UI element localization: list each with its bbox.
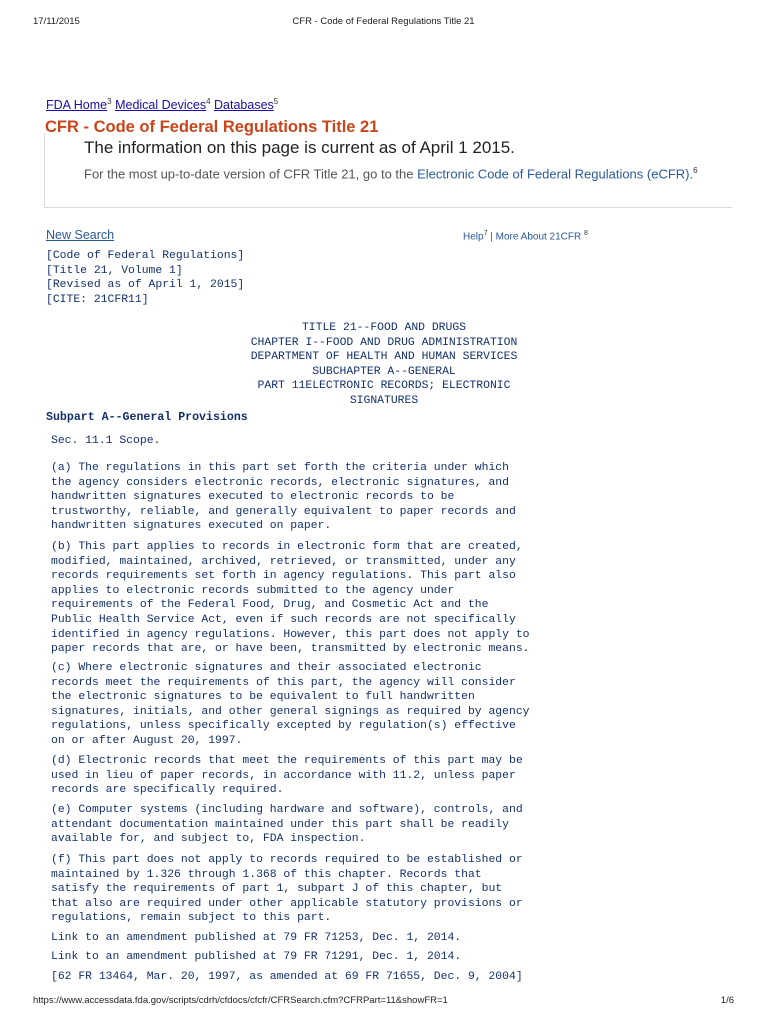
paragraph-a: (a) The regulations in this part set forth the criteria under which the agency considers electronic records, electronic signatures, and handwritten signatures executed to electronic records to be trustworthy, reliable, and generally equivalent to paper records and handwritten signatures executed on paper. [51, 462, 516, 533]
paragraph-d: (d) Electronic records that meet the requirements of this part may be used in lieu of paper records, in accordance with 11.2, unless paper records are specifically required. [51, 755, 523, 797]
breadcrumb-fda-home-link[interactable]: FDA Home [46, 98, 108, 113]
help-ref: 7 [483, 230, 488, 237]
currency-notice-heading: The information on this page is current as of April 1 2015. [84, 138, 515, 157]
chapter-line: CHAPTER I--FOOD AND DRUG ADMINISTRATION [250, 336, 518, 349]
part-line-continued: SIGNATURES [349, 394, 419, 407]
new-search-link[interactable]: New Search [46, 228, 115, 242]
breadcrumb-ref-5: 5 [273, 97, 279, 106]
print-footer [33, 995, 734, 1009]
citation-line: [CITE: 21CFR11] [46, 293, 149, 306]
citation-line: [Title 21, Volume 1] [46, 264, 183, 277]
subchapter-line: SUBCHAPTER A--GENERAL [312, 365, 456, 378]
amendment-link[interactable]: Link to an amendment published at 79 FR 71253, Dec. 1, 2014. [51, 932, 462, 944]
paragraph-e: (e) Computer systems (including hardware and software), controls, and attendant documentation maintained under this part shall be readily available for, and subject to, FDA inspection. [51, 804, 523, 846]
page-number: 1/6 [720, 995, 734, 1006]
breadcrumb-ref-4: 4 [206, 97, 211, 106]
section-heading: Sec. 11.1 Scope. [51, 435, 161, 447]
more-about-ref: 8 [584, 230, 588, 237]
page-title: CFR - Code of Federal Regulations Title 21 [45, 118, 379, 136]
help-separator: | [487, 231, 496, 243]
print-header [33, 16, 734, 30]
help-links [463, 230, 588, 242]
ecfr-ref: 6 [693, 166, 698, 175]
part-line: PART 11ELECTRONIC RECORDS; ELECTRONIC [257, 380, 511, 393]
breadcrumb [46, 97, 278, 112]
source-citation: [62 FR 13464, Mar. 20, 1997, as amended at 69 FR 71655, Dec. 9, 2004] [51, 971, 523, 983]
paragraph-c: (c) Where electronic signatures and their associated electronic records meet the requirements of this part, the agency will consider the electronic signatures to be equivalent to full handwritten signatures, initials, and other general signings as required by agency regulations, unless specifically excepted by regulation(s) effective on or after August 20, 1997. [51, 662, 530, 747]
currency-notice-text [84, 161, 724, 184]
citation-line: [Revised as of April 1, 2015] [46, 279, 245, 292]
print-url: https://www.accessdata.fda.gov/scripts/cdrh/cfdocs/cfcfr/CFRSearch.cfm?CFRPart=11&showFR=1 [33, 995, 448, 1006]
print-title: CFR - Code of Federal Regulations Title 21 [292, 16, 475, 27]
currency-notice-intro: For the most up-to-date version of CFR Title 21, go to the [84, 166, 418, 182]
paragraph-b: (b) This part applies to records in electronic form that are created, modified, maintained, archived, retrieved, or transmitted, under any records requirements set forth in agency regulations. This part also applies to electronic records submitted to the agency under requirements of the Federal Food, Drug, and Cosmetic Act and the Public Health Service Act, even if such records are not specifically identified in agency regulations. However, this part does not apply to paper records that are, or have been, transmitted by electronic means. [51, 541, 530, 656]
paragraph-f: (f) This part does not apply to records required to be established or maintained by 1.326 through 1.368 of this chapter. Records that satisfy the requirements of part 1, subpart J of this chapter, but that also are required under other applicable statutory provisions or regulations, remain subject to this part. [51, 854, 523, 925]
citation-block [46, 249, 244, 307]
title-block [0, 321, 768, 409]
citation-line: [Code of Federal Regulations] [46, 250, 245, 262]
print-date: 17/11/2015 [33, 16, 80, 27]
breadcrumb-medical-devices-link[interactable]: Medical Devices [115, 98, 207, 113]
more-about-21cfr-link[interactable]: More About 21CFR [495, 231, 585, 243]
subpart-heading: Subpart A--General Provisions [46, 411, 248, 424]
help-link[interactable]: Help [463, 231, 484, 243]
amendment-link[interactable]: Link to an amendment published at 79 FR 71291, Dec. 1, 2014. [51, 951, 462, 963]
title-line: TITLE 21--FOOD AND DRUGS [301, 322, 467, 334]
breadcrumb-databases-link[interactable]: Databases [214, 98, 274, 113]
department-line: DEPARTMENT OF HEALTH AND HUMAN SERVICES [250, 351, 518, 364]
ecfr-link[interactable]: Electronic Code of Federal Regulations (eCFR). [417, 166, 694, 182]
breadcrumb-ref-3: 3 [107, 97, 112, 106]
